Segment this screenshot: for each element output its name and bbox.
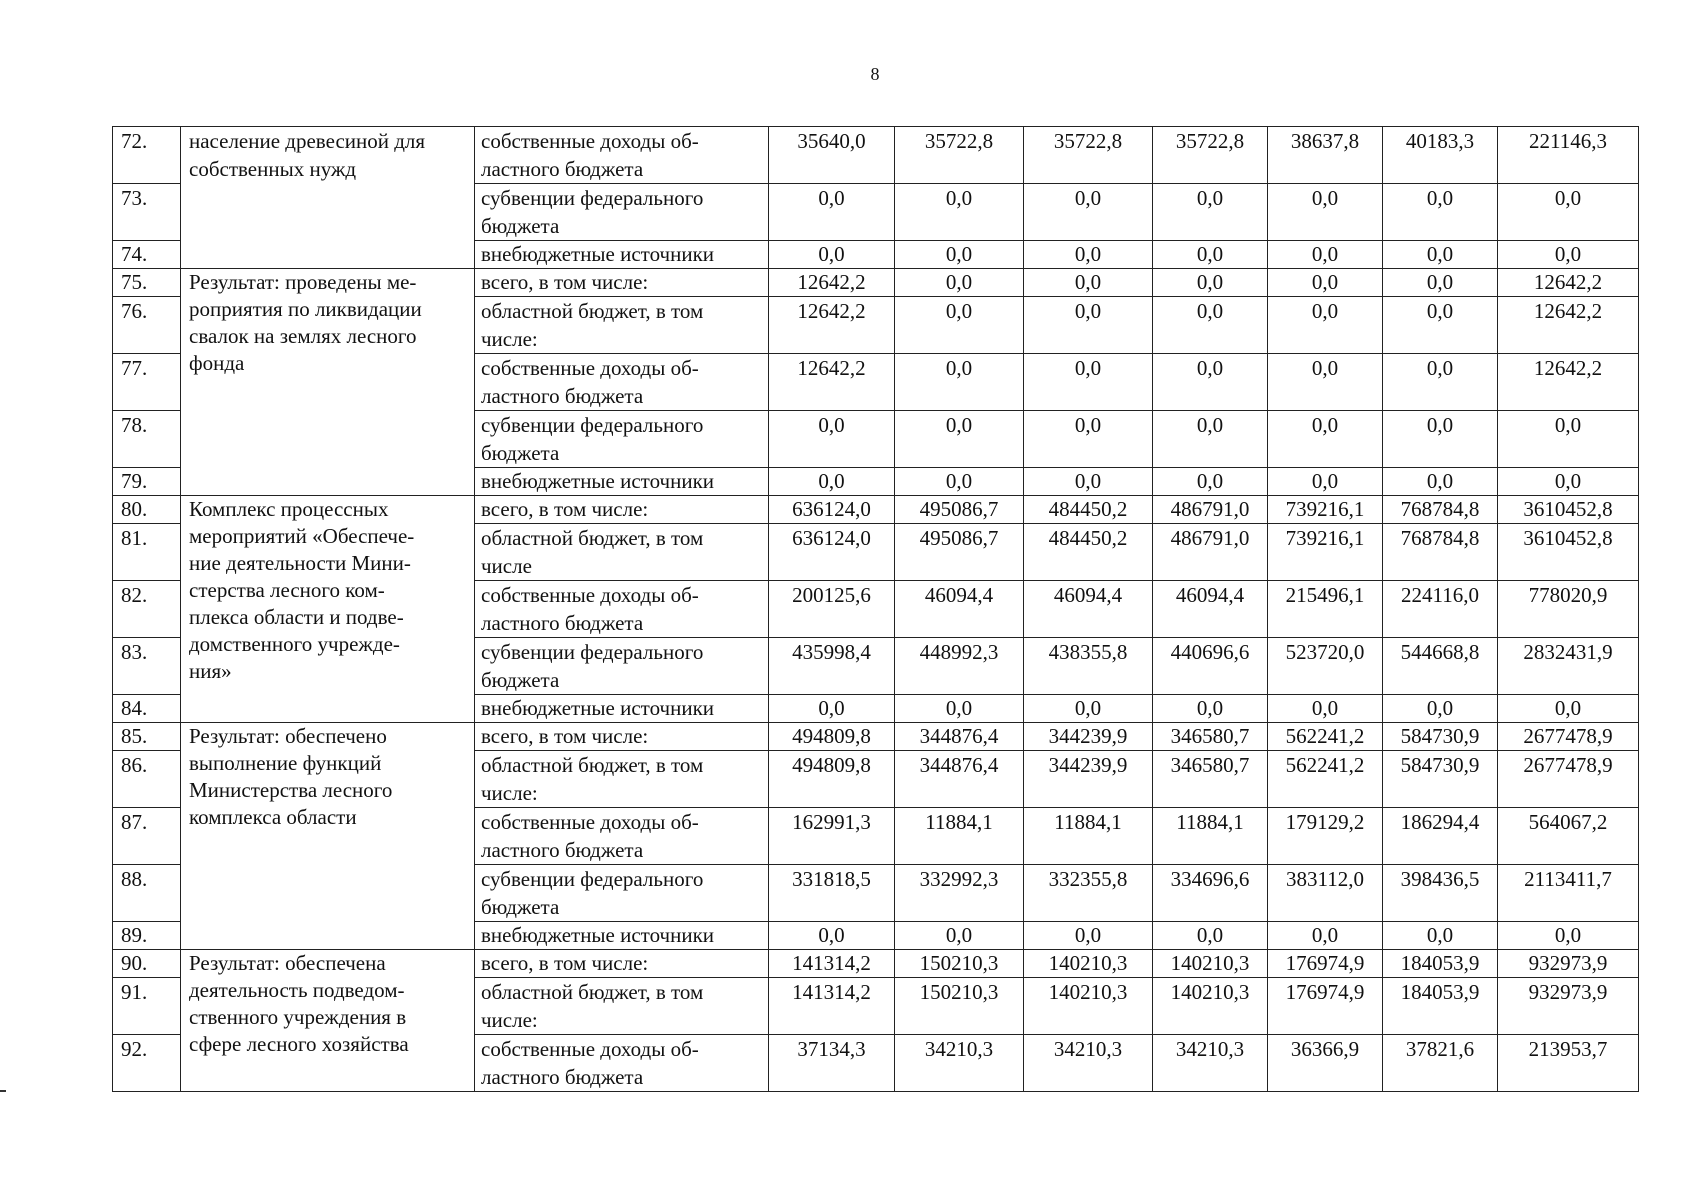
value-cell: 440696,6 [1153,638,1268,695]
value-cell: 179129,2 [1268,808,1383,865]
row-number: 92. [113,1035,181,1092]
value-cell: 344876,4 [895,723,1024,751]
value-cell: 0,0 [1024,411,1153,468]
funding-source: субвенции федерального бюджета [475,865,769,922]
value-cell: 0,0 [769,695,895,723]
row-number: 83. [113,638,181,695]
value-cell: 0,0 [1024,468,1153,496]
value-cell: 344239,9 [1024,751,1153,808]
value-cell: 494809,8 [769,751,895,808]
value-cell: 35640,0 [769,127,895,184]
value-cell: 334696,6 [1153,865,1268,922]
row-number: 86. [113,751,181,808]
table-row [113,723,1639,751]
table-body [113,127,1639,1092]
budget-table [112,126,1639,1092]
row-number: 89. [113,922,181,950]
value-cell: 0,0 [769,241,895,269]
value-cell: 37134,3 [769,1035,895,1092]
value-cell: 484450,2 [1024,524,1153,581]
value-cell: 0,0 [1153,468,1268,496]
funding-source: областной бюджет, в том числе: [475,978,769,1035]
value-cell: 0,0 [1153,411,1268,468]
value-cell: 213953,7 [1498,1035,1639,1092]
value-cell: 12642,2 [1498,269,1639,297]
value-cell: 332992,3 [895,865,1024,922]
value-cell: 0,0 [1153,184,1268,241]
value-cell: 150210,3 [895,978,1024,1035]
value-cell: 150210,3 [895,950,1024,978]
funding-source: собственные доходы об- ластного бюджета [475,808,769,865]
value-cell: 36366,9 [1268,1035,1383,1092]
value-cell: 0,0 [1153,241,1268,269]
value-cell: 0,0 [1153,695,1268,723]
row-number: 75. [113,269,181,297]
funding-source: собственные доходы об- ластного бюджета [475,1035,769,1092]
row-group-description: Результат: обеспечено выполнение функций Министерства лесного комплекса области [181,723,475,950]
value-cell: 0,0 [895,411,1024,468]
value-cell: 768784,8 [1383,524,1498,581]
value-cell: 495086,7 [895,496,1024,524]
row-number: 81. [113,524,181,581]
value-cell: 141314,2 [769,950,895,978]
value-cell: 0,0 [895,297,1024,354]
value-cell: 932973,9 [1498,950,1639,978]
value-cell: 0,0 [1024,184,1153,241]
value-cell: 344239,9 [1024,723,1153,751]
value-cell: 346580,7 [1153,751,1268,808]
value-cell: 0,0 [769,184,895,241]
value-cell: 162991,3 [769,808,895,865]
value-cell: 0,0 [1268,297,1383,354]
funding-source: областной бюджет, в том числе [475,524,769,581]
value-cell: 34210,3 [1024,1035,1153,1092]
value-cell: 0,0 [1024,354,1153,411]
value-cell: 584730,9 [1383,723,1498,751]
value-cell: 0,0 [1268,695,1383,723]
value-cell: 0,0 [895,922,1024,950]
value-cell: 141314,2 [769,978,895,1035]
funding-source: областной бюджет, в том числе: [475,297,769,354]
row-number: 85. [113,723,181,751]
value-cell: 0,0 [895,354,1024,411]
value-cell: 12642,2 [769,354,895,411]
value-cell: 0,0 [1498,468,1639,496]
value-cell: 12642,2 [769,297,895,354]
funding-source: субвенции федерального бюджета [475,638,769,695]
value-cell: 0,0 [1498,411,1639,468]
funding-source: всего, в том числе: [475,496,769,524]
value-cell: 448992,3 [895,638,1024,695]
margin-mark [0,1090,6,1092]
funding-source: внебюджетные источники [475,695,769,723]
value-cell: 332355,8 [1024,865,1153,922]
value-cell: 3610452,8 [1498,524,1639,581]
funding-source: субвенции федерального бюджета [475,411,769,468]
value-cell: 523720,0 [1268,638,1383,695]
row-group-description: население древесиной для собственных нужд [181,127,475,269]
value-cell: 46094,4 [1024,581,1153,638]
value-cell: 739216,1 [1268,496,1383,524]
funding-source: областной бюджет, в том числе: [475,751,769,808]
row-number: 74. [113,241,181,269]
value-cell: 140210,3 [1153,950,1268,978]
value-cell: 346580,7 [1153,723,1268,751]
value-cell: 140210,3 [1024,978,1153,1035]
value-cell: 186294,4 [1383,808,1498,865]
value-cell: 34210,3 [1153,1035,1268,1092]
funding-source: всего, в том числе: [475,723,769,751]
value-cell: 484450,2 [1024,496,1153,524]
value-cell: 0,0 [895,184,1024,241]
value-cell: 184053,9 [1383,950,1498,978]
value-cell: 494809,8 [769,723,895,751]
funding-source: всего, в том числе: [475,950,769,978]
row-number: 87. [113,808,181,865]
funding-source: внебюджетные источники [475,241,769,269]
value-cell: 495086,7 [895,524,1024,581]
value-cell: 11884,1 [1153,808,1268,865]
value-cell: 344876,4 [895,751,1024,808]
value-cell: 176974,9 [1268,950,1383,978]
funding-source: собственные доходы об- ластного бюджета [475,581,769,638]
value-cell: 3610452,8 [1498,496,1639,524]
row-number: 82. [113,581,181,638]
value-cell: 12642,2 [769,269,895,297]
value-cell: 46094,4 [1153,581,1268,638]
page-number: 8 [870,64,880,84]
value-cell: 0,0 [1024,241,1153,269]
value-cell: 35722,8 [895,127,1024,184]
value-cell: 0,0 [895,695,1024,723]
value-cell: 2832431,9 [1498,638,1639,695]
row-number: 72. [113,127,181,184]
row-number: 90. [113,950,181,978]
value-cell: 0,0 [769,411,895,468]
value-cell: 0,0 [1383,354,1498,411]
value-cell: 636124,0 [769,524,895,581]
value-cell: 0,0 [1498,922,1639,950]
value-cell: 486791,0 [1153,524,1268,581]
row-number: 80. [113,496,181,524]
value-cell: 2677478,9 [1498,751,1639,808]
value-cell: 0,0 [1268,354,1383,411]
value-cell: 46094,4 [895,581,1024,638]
row-group-description: Результат: обеспечена деятельность подведом- ственного учреждения в сфере лесного хозяйства [181,950,475,1092]
value-cell: 0,0 [1268,411,1383,468]
value-cell: 768784,8 [1383,496,1498,524]
value-cell: 564067,2 [1498,808,1639,865]
value-cell: 0,0 [1383,922,1498,950]
value-cell: 0,0 [769,922,895,950]
row-number: 88. [113,865,181,922]
value-cell: 11884,1 [1024,808,1153,865]
value-cell: 0,0 [1024,269,1153,297]
value-cell: 0,0 [1024,297,1153,354]
value-cell: 435998,4 [769,638,895,695]
value-cell: 0,0 [1383,695,1498,723]
value-cell: 0,0 [1268,922,1383,950]
value-cell: 0,0 [1153,354,1268,411]
value-cell: 584730,9 [1383,751,1498,808]
value-cell: 0,0 [1153,922,1268,950]
value-cell: 224116,0 [1383,581,1498,638]
value-cell: 176974,9 [1268,978,1383,1035]
value-cell: 38637,8 [1268,127,1383,184]
funding-source: внебюджетные источники [475,922,769,950]
value-cell: 11884,1 [895,808,1024,865]
value-cell: 562241,2 [1268,751,1383,808]
value-cell: 0,0 [1268,241,1383,269]
value-cell: 2677478,9 [1498,723,1639,751]
funding-source: внебюджетные источники [475,468,769,496]
value-cell: 0,0 [1024,922,1153,950]
value-cell: 0,0 [1498,184,1639,241]
row-number: 84. [113,695,181,723]
value-cell: 0,0 [1383,411,1498,468]
value-cell: 0,0 [1383,269,1498,297]
row-group-description: Результат: проведены ме- роприятия по ликвидации свалок на землях лесного фонда [181,269,475,496]
value-cell: 0,0 [1383,297,1498,354]
value-cell: 739216,1 [1268,524,1383,581]
value-cell: 2113411,7 [1498,865,1639,922]
value-cell: 383112,0 [1268,865,1383,922]
value-cell: 140210,3 [1153,978,1268,1035]
row-group-description: Комплекс процессных мероприятий «Обеспече- ние деятельности Мини- стерства лесного ком- плекса области и подве- домственного учрежде- ния» [181,496,475,723]
funding-source: субвенции федерального бюджета [475,184,769,241]
value-cell: 184053,9 [1383,978,1498,1035]
value-cell: 0,0 [1268,184,1383,241]
row-number: 78. [113,411,181,468]
funding-source: всего, в том числе: [475,269,769,297]
value-cell: 35722,8 [1153,127,1268,184]
value-cell: 932973,9 [1498,978,1639,1035]
value-cell: 35722,8 [1024,127,1153,184]
value-cell: 200125,6 [769,581,895,638]
value-cell: 544668,8 [1383,638,1498,695]
row-number: 91. [113,978,181,1035]
row-number: 73. [113,184,181,241]
value-cell: 34210,3 [895,1035,1024,1092]
funding-source: собственные доходы об- ластного бюджета [475,127,769,184]
row-number: 76. [113,297,181,354]
value-cell: 12642,2 [1498,297,1639,354]
value-cell: 12642,2 [1498,354,1639,411]
value-cell: 778020,9 [1498,581,1639,638]
value-cell: 37821,6 [1383,1035,1498,1092]
value-cell: 331818,5 [769,865,895,922]
value-cell: 486791,0 [1153,496,1268,524]
value-cell: 40183,3 [1383,127,1498,184]
table-row [113,950,1639,978]
value-cell: 0,0 [895,468,1024,496]
table-row [113,269,1639,297]
value-cell: 562241,2 [1268,723,1383,751]
value-cell: 140210,3 [1024,950,1153,978]
funding-source: собственные доходы об- ластного бюджета [475,354,769,411]
value-cell: 0,0 [1268,269,1383,297]
value-cell: 0,0 [1498,695,1639,723]
row-number: 79. [113,468,181,496]
value-cell: 221146,3 [1498,127,1639,184]
value-cell: 438355,8 [1024,638,1153,695]
value-cell: 0,0 [1024,695,1153,723]
value-cell: 0,0 [1268,468,1383,496]
value-cell: 0,0 [1498,241,1639,269]
table-row [113,496,1639,524]
value-cell: 0,0 [1383,184,1498,241]
row-number: 77. [113,354,181,411]
value-cell: 0,0 [769,468,895,496]
value-cell: 398436,5 [1383,865,1498,922]
budget-table-container [112,126,1638,1092]
value-cell: 0,0 [895,269,1024,297]
value-cell: 215496,1 [1268,581,1383,638]
value-cell: 0,0 [895,241,1024,269]
table-row [113,127,1639,184]
value-cell: 0,0 [1153,297,1268,354]
value-cell: 0,0 [1383,241,1498,269]
value-cell: 0,0 [1383,468,1498,496]
value-cell: 0,0 [1153,269,1268,297]
value-cell: 636124,0 [769,496,895,524]
